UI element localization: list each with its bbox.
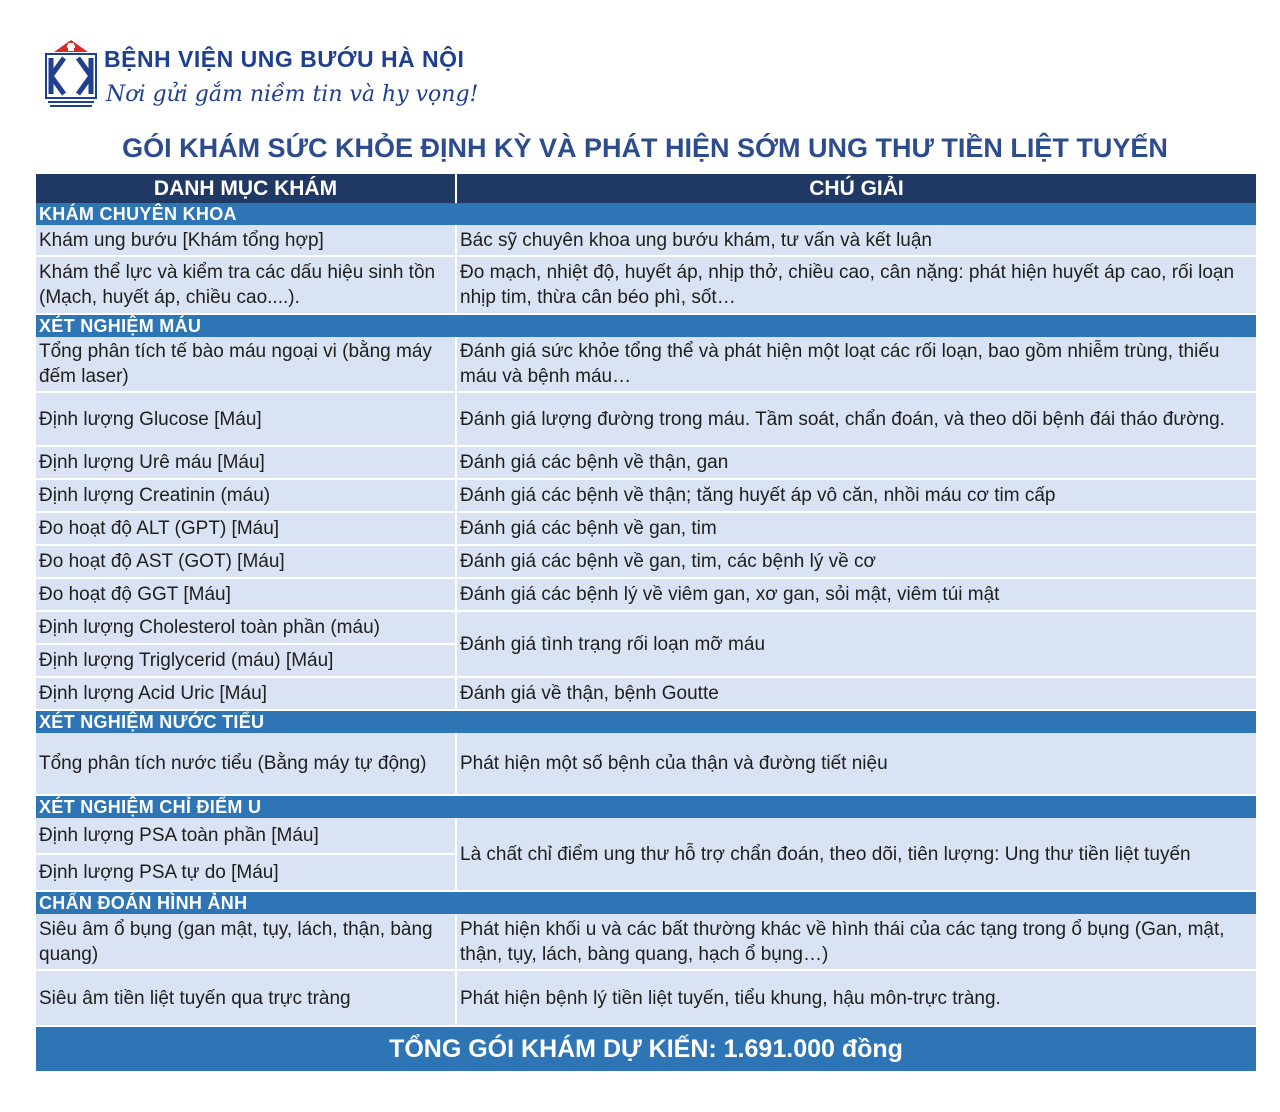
table-row — [36, 611, 1256, 644]
exam-item: Định lượng Urê máu [Máu] — [36, 446, 456, 479]
section-title: XÉT NGHIỆM MÁU — [36, 314, 1256, 337]
exam-item: Tổng phân tích nước tiểu (Bằng máy tự động) — [36, 733, 456, 795]
section-title: XÉT NGHIỆM NƯỚC TIỂU — [36, 710, 1256, 733]
exam-note: Đánh giá các bệnh về thận; tăng huyết áp vô căn, nhồi máu cơ tim cấp — [456, 479, 1256, 512]
exam-item: Đo hoạt độ GGT [Máu] — [36, 578, 456, 611]
page-title: GÓI KHÁM SỨC KHỎE ĐỊNH KỲ VÀ PHÁT HIỆN SỚM UNG THƯ TIỀN LIỆT TUYẾN — [122, 133, 1168, 163]
exam-item: Đo hoạt độ ALT (GPT) [Máu] — [36, 512, 456, 545]
exam-note: Phát hiện bệnh lý tiền liệt tuyến, tiểu khung, hậu môn-trực tràng. — [456, 970, 1256, 1026]
section-header — [36, 203, 1256, 225]
total-price: TỔNG GÓI KHÁM DỰ KIẾN: 1.691.000 đồng — [36, 1026, 1256, 1071]
exam-item: Siêu âm ổ bụng (gan mật, tụy, lách, thận, bàng quang) — [36, 914, 456, 970]
section-header — [36, 710, 1256, 733]
hospital-logo-icon — [42, 38, 100, 110]
exam-note: Đánh giá về thận, bệnh Goutte — [456, 677, 1256, 710]
table-row — [36, 914, 1256, 970]
exam-item: Khám ung bướu [Khám tổng hợp] — [36, 225, 456, 256]
table-header-row — [36, 174, 1256, 203]
table-row — [36, 392, 1256, 446]
exam-note: Đánh giá sức khỏe tổng thể và phát hiện một loạt các rối loạn, bao gồm nhiễm trùng, thiếu máu và bệnh máu… — [456, 337, 1256, 392]
exam-package-table — [36, 174, 1256, 1071]
exam-item: Định lượng Glucose [Máu] — [36, 392, 456, 446]
table-row — [36, 545, 1256, 578]
section-title: CHẨN ĐOÁN HÌNH ẢNH — [36, 891, 1256, 914]
section-header — [36, 795, 1256, 818]
section-header — [36, 314, 1256, 337]
exam-note: Đánh giá các bệnh về gan, tim — [456, 512, 1256, 545]
exam-item: Định lượng Triglycerid (máu) [Máu] — [36, 644, 456, 677]
exam-note: Đánh giá các bệnh về thận, gan — [456, 446, 1256, 479]
hospital-name: BỆNH VIỆN UNG BƯỚU HÀ NỘI — [104, 46, 465, 72]
exam-note: Là chất chỉ điểm ung thư hỗ trợ chẩn đoán, theo dõi, tiên lượng: Ung thư tiền liệt tuyến — [456, 818, 1256, 891]
exam-item: Định lượng Cholesterol toàn phần (máu) — [36, 611, 456, 644]
exam-note: Đánh giá tình trạng rối loạn mỡ máu — [456, 611, 1256, 677]
exam-item: Đo hoạt độ AST (GOT) [Máu] — [36, 545, 456, 578]
exam-note: Đánh giá các bệnh lý về viêm gan, xơ gan, sỏi mật, viêm túi mật — [456, 578, 1256, 611]
table-row — [36, 225, 1256, 256]
section-title: XÉT NGHIỆM CHỈ ĐIỂM U — [36, 795, 1256, 818]
table-row — [36, 733, 1256, 795]
table-row — [36, 256, 1256, 314]
column-header-category: DANH MỤC KHÁM — [36, 174, 456, 203]
exam-item: Siêu âm tiền liệt tuyến qua trực tràng — [36, 970, 456, 1026]
exam-item: Định lượng Acid Uric [Máu] — [36, 677, 456, 710]
exam-item: Định lượng PSA tự do [Máu] — [36, 854, 456, 891]
exam-item: Định lượng Creatinin (máu) — [36, 479, 456, 512]
table-row — [36, 337, 1256, 392]
table-row — [36, 677, 1256, 710]
section-title: KHÁM CHUYÊN KHOA — [36, 203, 1256, 225]
section-header — [36, 891, 1256, 914]
table-row — [36, 446, 1256, 479]
exam-note: Đánh giá lượng đường trong máu. Tầm soát, chẩn đoán, và theo dõi bệnh đái tháo đường. — [456, 392, 1256, 446]
exam-note: Phát hiện khối u và các bất thường khác về hình thái của các tạng trong ổ bụng (Gan, mật, thận, tụy, lách, bàng quang, hạch ổ bụng…) — [456, 914, 1256, 970]
table-row — [36, 970, 1256, 1026]
exam-note: Đánh giá các bệnh về gan, tim, các bệnh lý về cơ — [456, 545, 1256, 578]
hospital-slogan: Nơi gửi gắm niềm tin và hy vọng! — [106, 82, 479, 107]
table-row — [36, 578, 1256, 611]
exam-item: Định lượng PSA toàn phần [Máu] — [36, 818, 456, 854]
exam-item: Tổng phân tích tế bào máu ngoại vi (bằng máy đếm laser) — [36, 337, 456, 392]
table-row — [36, 818, 1256, 854]
exam-note: Bác sỹ chuyên khoa ung bướu khám, tư vấn và kết luận — [456, 225, 1256, 256]
hospital-header — [36, 34, 736, 114]
table-row — [36, 479, 1256, 512]
exam-item: Khám thể lực và kiểm tra các dấu hiệu sinh tồn (Mạch, huyết áp, chiều cao....). — [36, 256, 456, 314]
total-row — [36, 1026, 1256, 1071]
exam-note: Phát hiện một số bệnh của thận và đường tiết niệu — [456, 733, 1256, 795]
column-header-note: CHÚ GIẢI — [456, 174, 1256, 203]
table-row — [36, 512, 1256, 545]
exam-note: Đo mạch, nhiệt độ, huyết áp, nhịp thở, chiều cao, cân nặng: phát hiện huyết áp cao, rối loạn nhịp tim, thừa cân béo phì, sốt… — [456, 256, 1256, 314]
